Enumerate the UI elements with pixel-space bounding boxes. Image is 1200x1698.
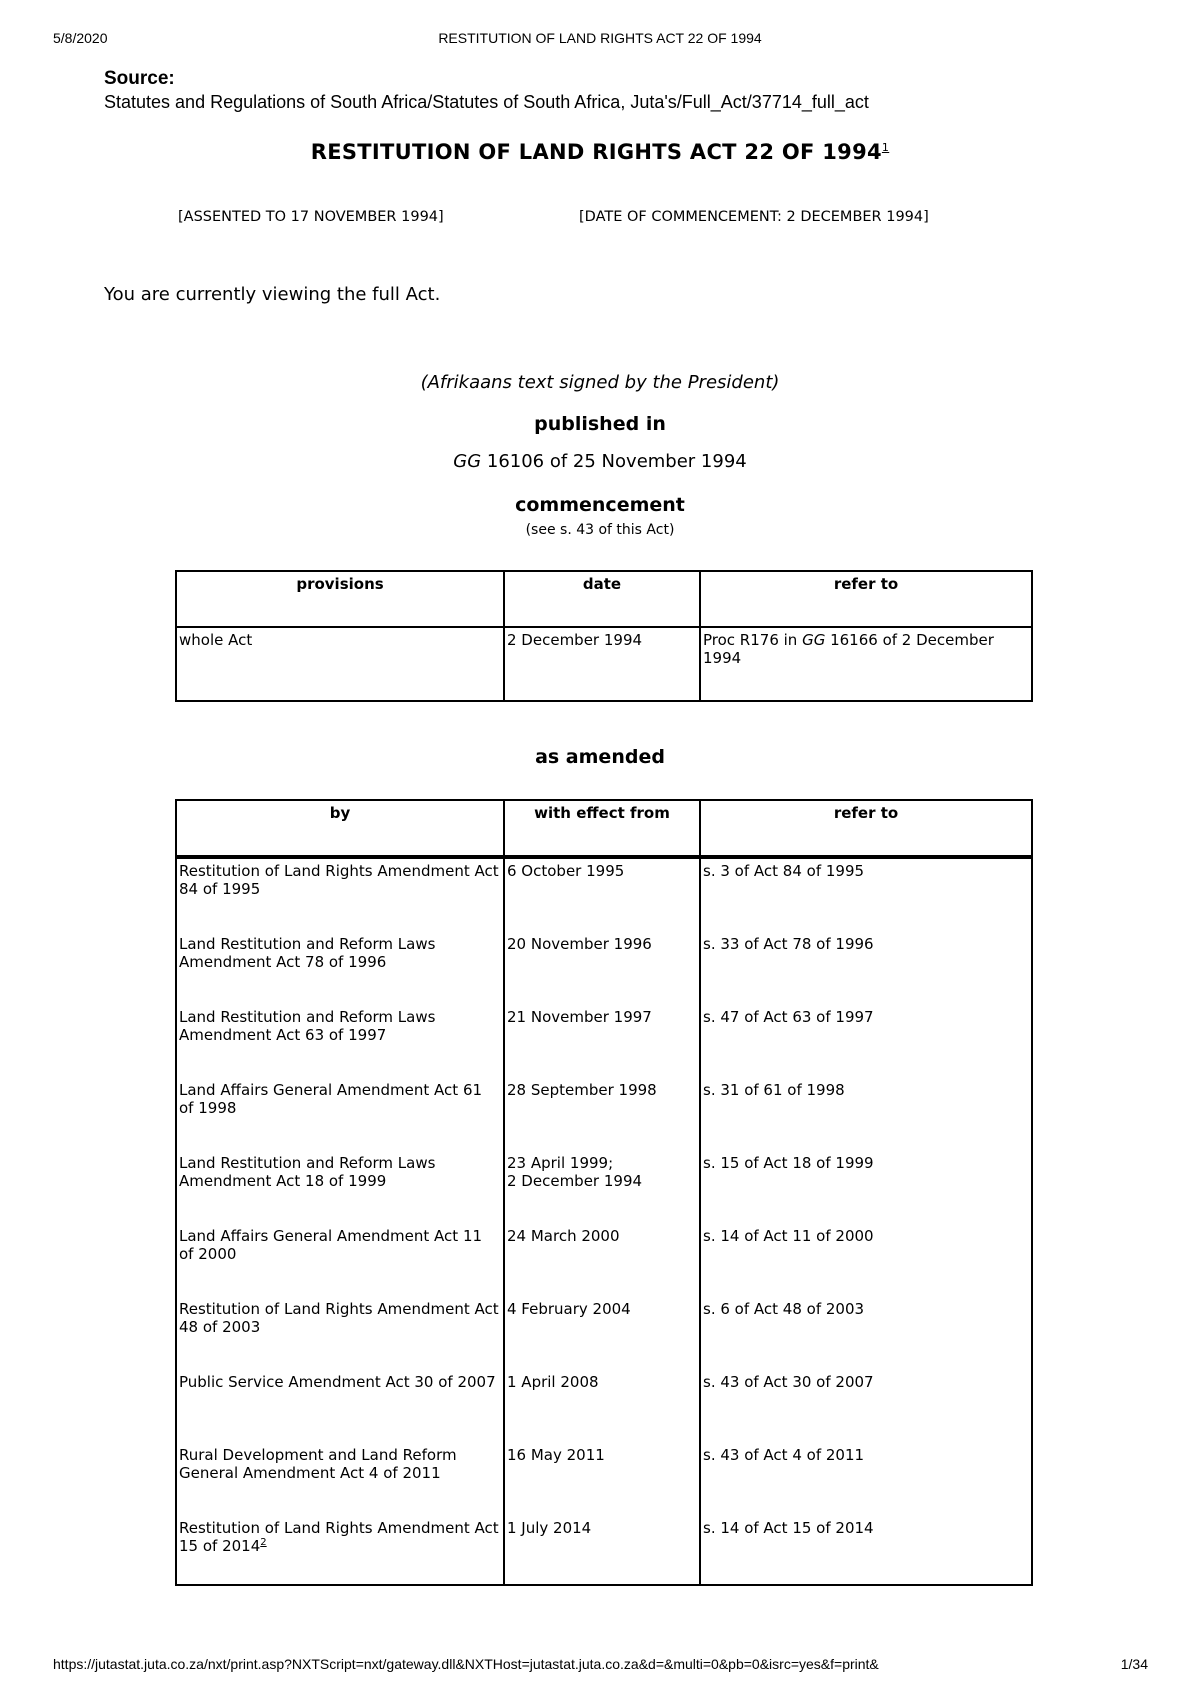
table-cell: Land Restitution and Reform Laws Amendment Act 63 of 1997: [176, 1005, 504, 1078]
commencement-header-row: [176, 571, 1032, 627]
source-path: Statutes and Regulations of South Africa/Statutes of South Africa, Juta's/Full_Act/37714_full_act: [104, 92, 869, 112]
see-section-note: (see s. 43 of this Act): [525, 522, 675, 538]
table-row: [176, 1224, 1032, 1297]
column-header-date: date: [504, 571, 700, 627]
column-header-provisions: provisions: [176, 571, 504, 627]
table-cell: Restitution of Land Rights Amendment Act 48 of 2003: [176, 1297, 504, 1370]
commencement-table: [175, 570, 1033, 702]
viewing-note: You are currently viewing the full Act.: [104, 284, 441, 305]
table-cell: 16 May 2011: [504, 1443, 700, 1516]
table-row: [176, 1297, 1032, 1370]
published-heading: published in: [534, 413, 666, 435]
column-header-by: by: [176, 800, 504, 857]
table-cell: Land Affairs General Amendment Act 61 of 1998: [176, 1078, 504, 1151]
table-cell: s. 31 of 61 of 1998: [700, 1078, 1032, 1151]
column-header-refer-to: refer to: [700, 800, 1032, 857]
table-row: [176, 627, 1032, 701]
table-cell: [700, 627, 1032, 701]
print-url: https://jutastat.juta.co.za/nxt/print.asp?NXTScript=nxt/gateway.dll&NXTHost=jutastat.juta.co.za&d=&multi=0&pb=0&isrc=yes&f=print&: [53, 1656, 879, 1672]
amendments-body: [176, 857, 1032, 1585]
amendments-table: [175, 799, 1033, 1586]
table-cell: Land Restitution and Reform Laws Amendment Act 78 of 1996: [176, 932, 504, 1005]
table-cell: s. 47 of Act 63 of 1997: [700, 1005, 1032, 1078]
table-cell: 6 October 1995: [504, 857, 700, 932]
table-cell: 2 December 1994: [504, 627, 700, 701]
proc-reference: Proc R176 in GG 16166 of 2 December 1994: [703, 631, 994, 667]
footnote-link-1[interactable]: 1: [881, 141, 890, 154]
act-title: [0, 140, 1200, 164]
table-cell: 1 July 2014: [504, 1516, 700, 1585]
table-cell: Public Service Amendment Act 30 of 2007: [176, 1370, 504, 1443]
table-row: [176, 1151, 1032, 1224]
page-number: 1/34: [1120, 1656, 1148, 1672]
table-cell: 4 February 2004: [504, 1297, 700, 1370]
table-row: [176, 857, 1032, 932]
table-cell: Restitution of Land Rights Amendment Act 15 of 2014$^2$: [176, 1516, 504, 1585]
commencement-date: [DATE OF COMMENCEMENT: 2 DECEMBER 1994]: [579, 209, 929, 225]
table-row: [176, 1078, 1032, 1151]
table-cell: 24 March 2000: [504, 1224, 700, 1297]
table-cell: s. 43 of Act 30 of 2007: [700, 1370, 1032, 1443]
table-row: [176, 1005, 1032, 1078]
table-cell: 28 September 1998: [504, 1078, 700, 1151]
gazette-ref: GG 16106 of 25 November 1994: [453, 451, 747, 472]
table-row: [176, 1516, 1032, 1585]
table-cell: Land Affairs General Amendment Act 11 of 2000: [176, 1224, 504, 1297]
table-cell: s. 14 of Act 15 of 2014: [700, 1516, 1032, 1585]
table-cell: Rural Development and Land Reform General Amendment Act 4 of 2011: [176, 1443, 504, 1516]
table-cell: 1 April 2008: [504, 1370, 700, 1443]
table-row: [176, 1370, 1032, 1443]
table-cell: s. 14 of Act 11 of 2000: [700, 1224, 1032, 1297]
table-cell: Land Restitution and Reform Laws Amendment Act 18 of 1999: [176, 1151, 504, 1224]
print-title: RESTITUTION OF LAND RIGHTS ACT 22 OF 1994: [438, 30, 762, 46]
table-cell: whole Act: [176, 627, 504, 701]
footnote-link-2[interactable]: 2: [260, 1537, 267, 1548]
act-title-text: RESTITUTION OF LAND RIGHTS ACT 22 OF 1994: [310, 140, 882, 164]
table-cell: s. 43 of Act 4 of 2011: [700, 1443, 1032, 1516]
table-cell: s. 3 of Act 84 of 1995: [700, 857, 1032, 932]
table-cell: s. 33 of Act 78 of 1996: [700, 932, 1032, 1005]
table-cell: 21 November 1997: [504, 1005, 700, 1078]
table-cell: Restitution of Land Rights Amendment Act 84 of 1995: [176, 857, 504, 932]
table-row: [176, 1443, 1032, 1516]
column-header-with-effect-from: with effect from: [504, 800, 700, 857]
table-cell: s. 6 of Act 48 of 2003: [700, 1297, 1032, 1370]
table-cell: 20 November 1996: [504, 932, 700, 1005]
column-header-refer-to: refer to: [700, 571, 1032, 627]
afrikaans-note: (Afrikaans text signed by the President): [420, 372, 780, 393]
source-label: Source:: [104, 68, 175, 89]
table-cell: 23 April 1999; 2 December 1994: [504, 1151, 700, 1224]
table-row: [176, 932, 1032, 1005]
table-cell: s. 15 of Act 18 of 1999: [700, 1151, 1032, 1224]
commencement-heading: commencement: [515, 494, 685, 516]
amendments-header-row: [176, 800, 1032, 857]
assented-date: [ASSENTED TO 17 NOVEMBER 1994]: [178, 209, 444, 225]
print-date: 5/8/2020: [53, 30, 108, 46]
amended-heading: as amended: [535, 746, 665, 768]
